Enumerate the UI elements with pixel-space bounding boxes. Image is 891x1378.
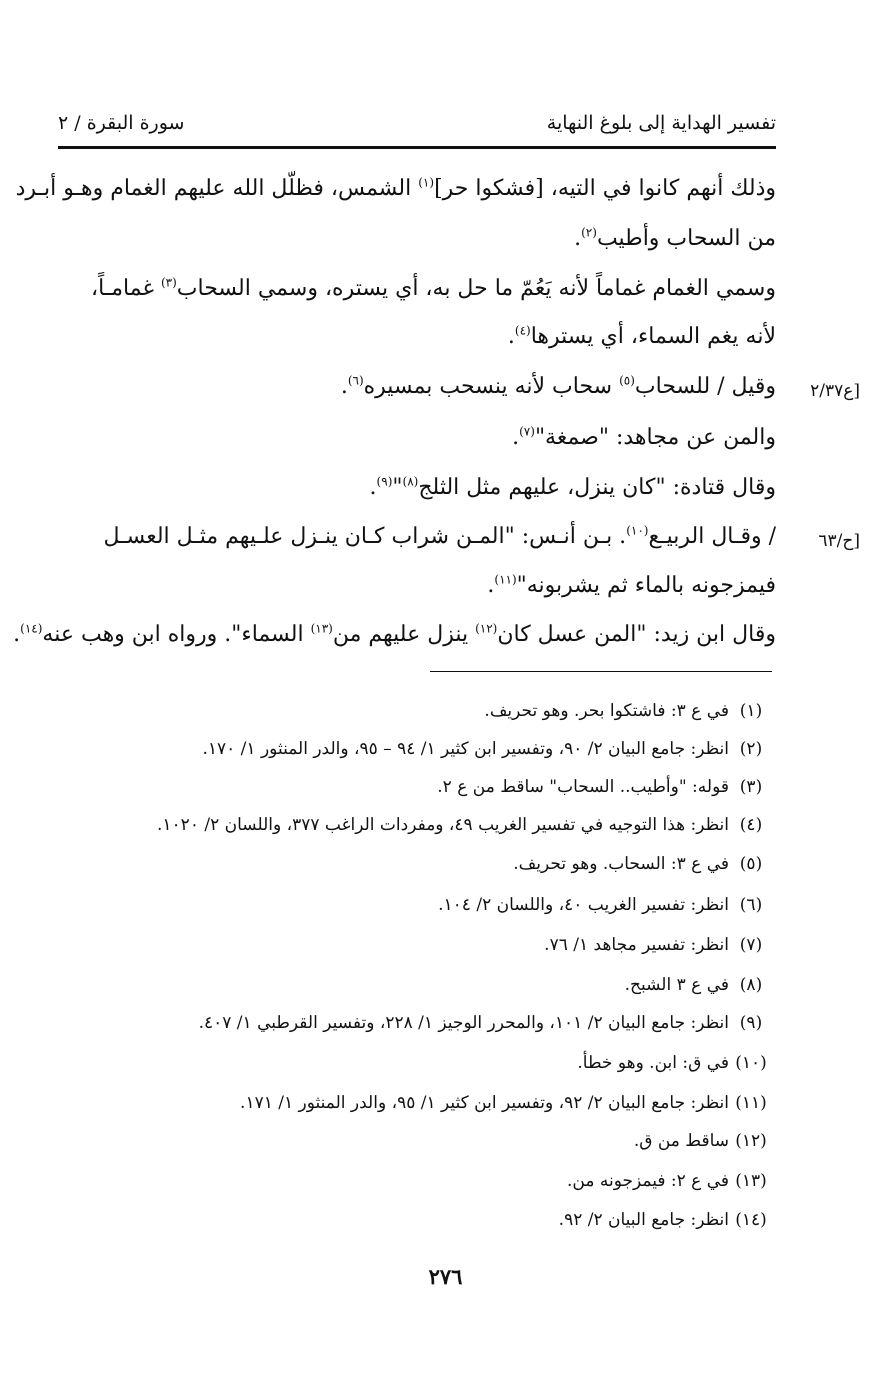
footnote-ref: (٦) xyxy=(347,373,364,388)
body-line: وسمي الغمام غماماً لأنه يَعُمّ ما حل به، أي يستره، وسمي السحاب$^{(٣)}$ غمامـاً، xyxy=(91,275,776,301)
footnote: (١٤)انظر: جامع البيان ٢/ ٩٢. xyxy=(558,1210,767,1230)
footnote-ref: (١٣) xyxy=(310,621,333,636)
footnote: (١٠)في ق: ابن. وهو خطأ. xyxy=(577,1053,767,1073)
footnote: (٦)انظر: تفسير الغريب ٤٠، واللسان ٢/ ١٠٤. xyxy=(438,895,763,915)
footnote: (٢)انظر: جامع البيان ٢/ ٩٠، وتفسير ابن كثير ١/ ٩٤ – ٩٥، والدر المنثور ١/ ١٧٠. xyxy=(202,739,763,759)
footnote-ref: (١١) xyxy=(494,572,517,587)
body-line: وذلك أنهم كانوا في التيه، [فشكوا حر]$^{(١)}$ الشمس، فظلّل الله عليهم الغمام وهـو أبـرد xyxy=(15,175,776,201)
footnote: (٩)انظر: جامع البيان ٢/ ١٠١، والمحرر الوجيز ١/ ٢٢٨، وتفسير القرطبي ١/ ٤٠٧. xyxy=(198,1013,763,1033)
body-line: وقال قتادة: "كان ينزل، عليهم مثل الثلج$^{(٨)}$"$^{(٩)}$. xyxy=(369,474,776,500)
footnote-ref: (١٤) xyxy=(20,621,43,636)
footnote-ref: (٩) xyxy=(376,474,393,489)
page-number: ٢٧٦ xyxy=(428,1264,463,1289)
body-line: / وقـال الربيـع$^{(١٠)}$. بـن أنـس: "المـن شراب كـان ينـزل علـيهم مثـل العسـل xyxy=(103,523,776,549)
body-line: وقيل / للسحاب$^{(٥)}$ سحاب لأنه ينسحب بمسيره$^{(٦)}$. xyxy=(340,373,776,399)
header-divider xyxy=(58,146,776,149)
book-title: تفسير الهداية إلى بلوغ النهاية xyxy=(546,112,776,134)
footnote: (٨)في ع ٣ الشبح. xyxy=(624,975,763,995)
footnote-divider xyxy=(430,671,772,672)
body-line: وقال ابن زيد: "المن عسل كان$^{(١٢)}$ ينزل عليهم من$^{(١٣)}$ السماء". ورواه ابن وهب عنه$^{(١٤)}$. xyxy=(13,621,776,647)
footnote-ref: (٨) xyxy=(402,474,419,489)
surah-title: سورة البقرة / ٢ xyxy=(58,112,185,134)
footnote: (٣)قوله: "وأطيب.. السحاب" ساقط من ع ٢. xyxy=(437,777,763,797)
footnote-ref: (١٢) xyxy=(475,621,498,636)
manuscript-ref: [ح/٦٣ xyxy=(818,531,860,551)
footnote: (٧)انظر: تفسير مجاهد ١/ ٧٦. xyxy=(544,935,763,955)
body-line: من السحاب وأطيب$^{(٢)}$. xyxy=(574,225,776,251)
footnote: (٥)في ع ٣: السحاب. وهو تحريف. xyxy=(513,854,763,874)
footnote: (١)في ع ٣: فاشتكوا بحر. وهو تحريف. xyxy=(484,701,763,721)
running-header xyxy=(58,112,776,140)
footnote-ref: (٥) xyxy=(619,373,635,388)
body-line: فيمزجونه بالماء ثم يشربونه"$^{(١١)}$. xyxy=(487,572,776,598)
footnote: (٤)انظر: هذا التوجيه في تفسير الغريب ٤٩، ومفردات الراغب ٣٧٧، واللسان ٢/ ١٠٢٠. xyxy=(157,815,763,835)
footnote-ref: (١٠) xyxy=(626,523,649,538)
footnote-ref: (٢) xyxy=(581,225,597,240)
body-line: لأنه يغم السماء، أي يسترها$^{(٤)}$. xyxy=(507,323,776,349)
footnote: (١٢)ساقط من ق. xyxy=(633,1131,767,1151)
footnote: (١٣)في ع ٢: فيمزجونه من. xyxy=(567,1171,767,1191)
footnote-ref: (١) xyxy=(418,175,435,190)
footnote-ref: (٧) xyxy=(519,424,535,439)
footnote: (١١)انظر: جامع البيان ٢/ ٩٢، وتفسير ابن كثير ١/ ٩٥، والدر المنثور ١/ ١٧١. xyxy=(240,1093,767,1113)
manuscript-ref: [ع٢/٣٧ xyxy=(810,381,860,401)
footnote-ref: (٣) xyxy=(160,275,177,290)
footnote-ref: (٤) xyxy=(514,323,531,338)
body-line: والمن عن مجاهد: "صمغة"$^{(٧)}$. xyxy=(512,424,776,450)
